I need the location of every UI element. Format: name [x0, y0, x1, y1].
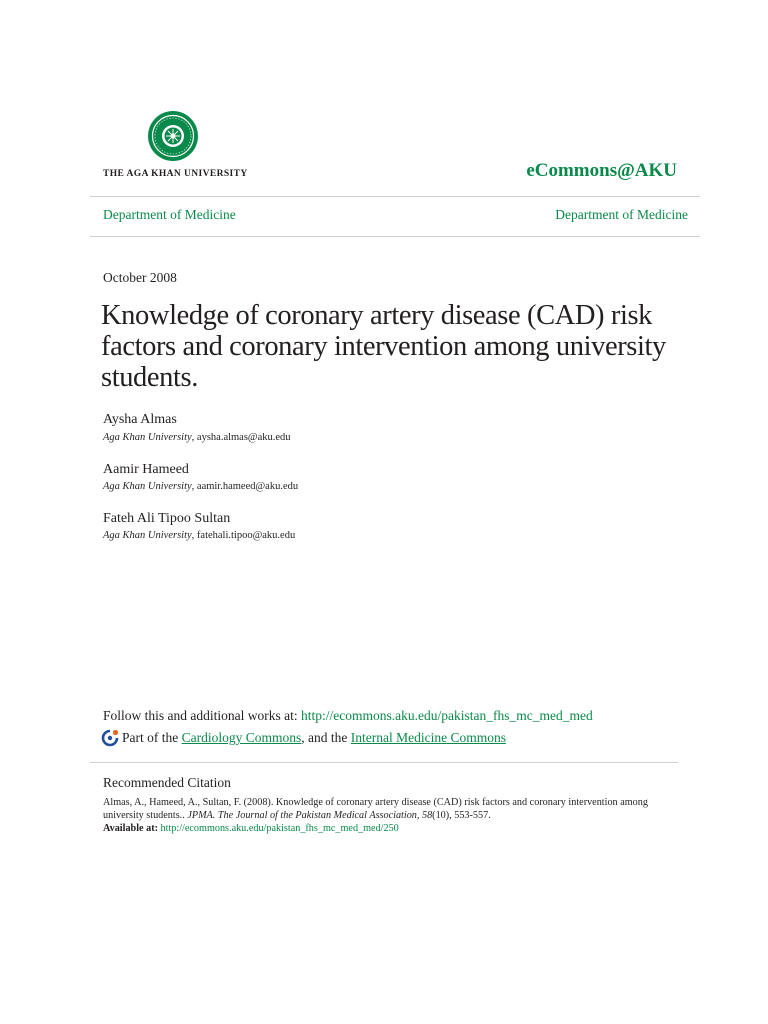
author-affiliation: Aga Khan University, fatehali.tipoo@aku.edu: [103, 530, 296, 541]
collection-url-link[interactable]: http://ecommons.aku.edu/pakistan_fhs_mc_med_med: [301, 708, 593, 723]
author-name: Fateh Ali Tipoo Sultan: [103, 511, 231, 526]
author-affiliation: Aga Khan University, aamir.hameed@aku.edu: [103, 481, 299, 492]
part-of-prefix: Part of the: [122, 730, 182, 745]
affiliation-name: Aga Khan University: [103, 530, 192, 541]
aku-crest-icon: [147, 110, 199, 162]
author-name: Aamir Hameed: [103, 462, 189, 477]
publication-date: October 2008: [103, 270, 177, 285]
citation-url-link[interactable]: http://ecommons.aku.edu/pakistan_fhs_mc_med_med/250: [160, 823, 399, 834]
affiliation-name: Aga Khan University: [103, 432, 192, 443]
part-of-line: [101, 729, 506, 747]
department-link-right[interactable]: Department of Medicine: [555, 207, 688, 222]
citation-divider: [90, 762, 678, 763]
author-affiliation: Aga Khan University, aysha.almas@aku.edu: [103, 432, 291, 443]
department-link-left[interactable]: Department of Medicine: [103, 207, 236, 222]
citation-body: Almas, A., Hameed, A., Sultan, F. (2008). Knowledge of coronary artery disease (CAD) risk factors and coronary intervention among university students..: [103, 797, 648, 821]
author-email: fatehali.tipoo@aku.edu: [196, 530, 296, 541]
citation-journal: JPMA. The Journal of the Pakistan Medical Association, 58: [187, 810, 433, 821]
author-name: Aysha Almas: [103, 412, 177, 427]
nav-divider: [90, 236, 700, 237]
university-name: THE AGA KHAN UNIVERSITY: [103, 169, 248, 179]
follow-prefix: Follow this and additional works at:: [103, 708, 301, 723]
available-label: Available at:: [103, 823, 161, 834]
part-of-joiner: , and the: [301, 730, 351, 745]
network-commons-icon: [101, 729, 119, 747]
citation-pages: (10), 553-557.: [432, 810, 491, 821]
citation-text: [103, 796, 683, 822]
header-divider: [90, 196, 700, 197]
ecommons-brand-link[interactable]: eCommons@AKU: [526, 160, 677, 181]
citation-heading: Recommended Citation: [103, 775, 231, 790]
affiliation-name: Aga Khan University: [103, 481, 192, 492]
follow-line: [103, 708, 593, 724]
paper-title: Knowledge of coronary artery disease (CAD) risk factors and coronary intervention among university students.: [101, 300, 666, 393]
internal-medicine-commons-link[interactable]: Internal Medicine Commons: [350, 730, 506, 745]
author-email: aysha.almas@aku.edu: [196, 432, 291, 443]
citation-availability: [103, 823, 399, 834]
cardiology-commons-link[interactable]: Cardiology Commons: [181, 730, 302, 745]
author-email: aamir.hameed@aku.edu: [196, 481, 299, 492]
